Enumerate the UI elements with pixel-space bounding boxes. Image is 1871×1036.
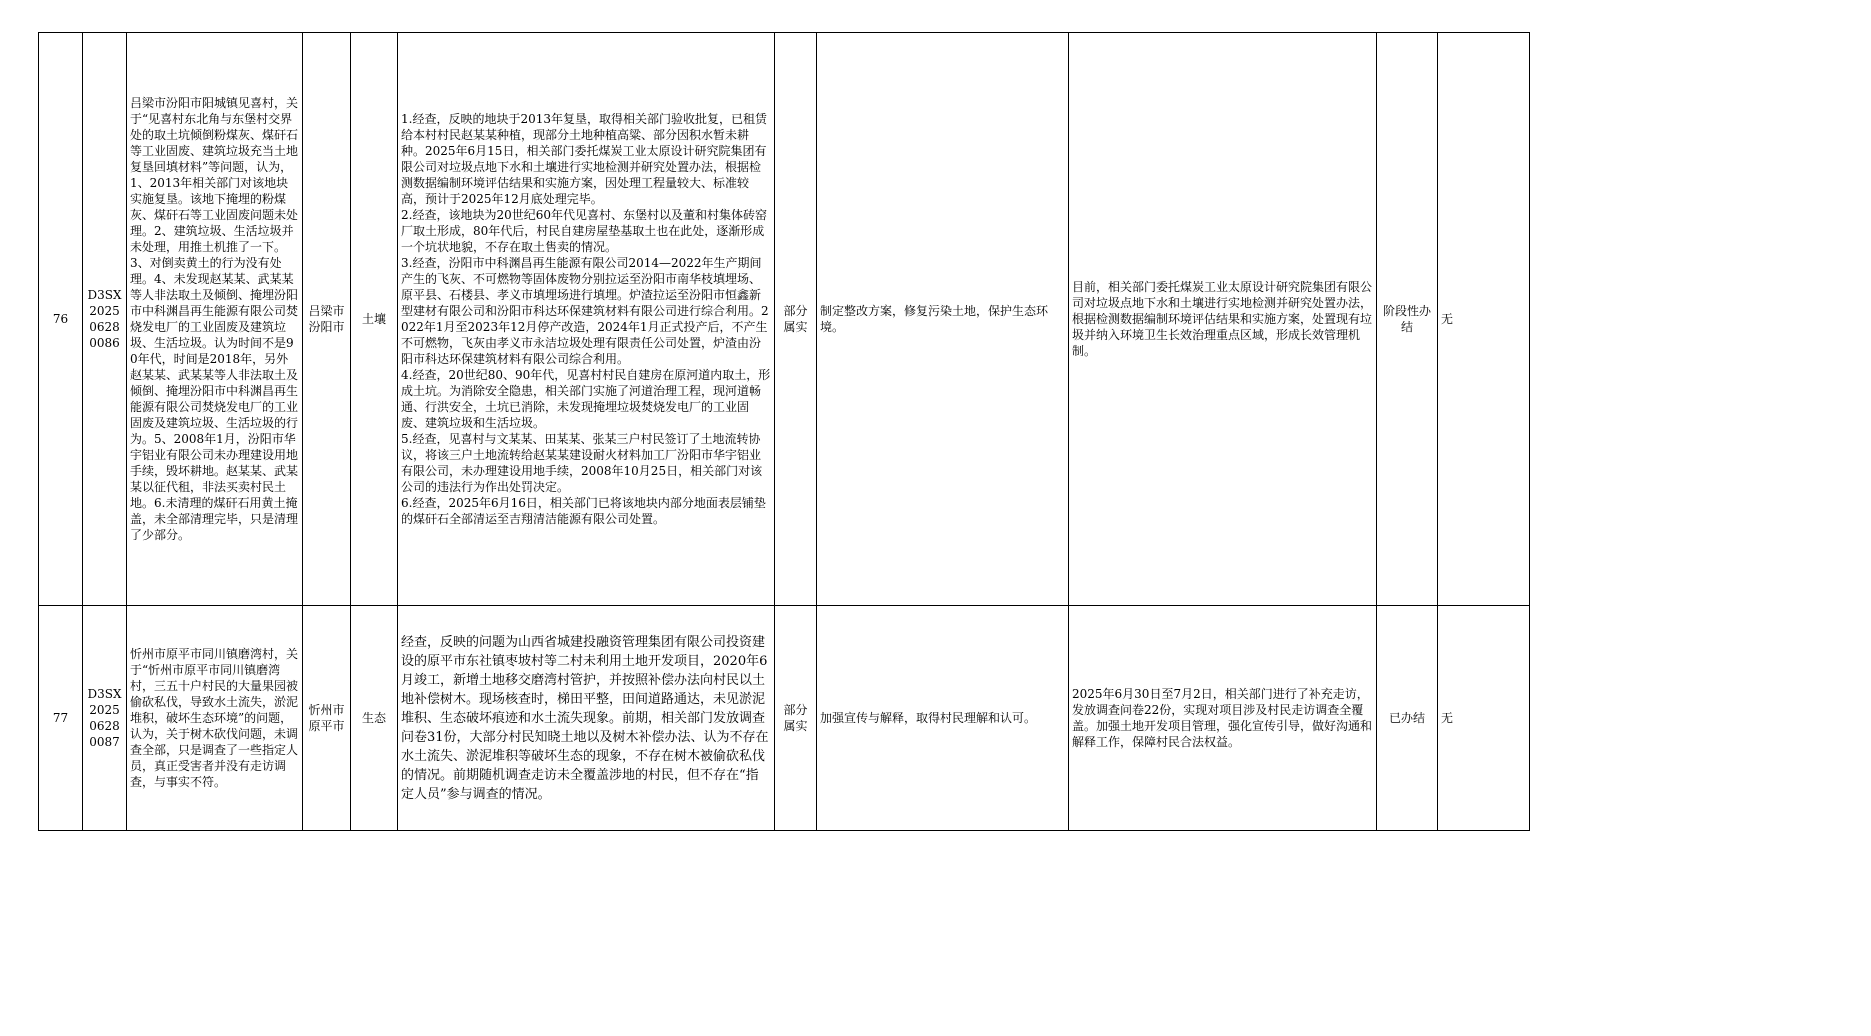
rectification-progress: 2025年6月30日至7月2日，相关部门进行了补充走访，发放调查问卷22份，实现对项目涉及村民走访调查全覆盖。加强土地开发项目管理，强化宣传引导，做好沟通和解释工作，保障村民合法权益。 xyxy=(1069,606,1377,831)
handling-status: 已办结 xyxy=(1377,606,1438,831)
rectification-progress: 目前，相关部门委托煤炭工业太原设计研究院集团有限公司对垃圾点地下水和土壤进行实地检测并研究处置办法，根据检测数据编制环境评估结果和实施方案，处置现有垃圾并纳入环境卫生长效治理重点区域，形成长效管理机制。 xyxy=(1069,33,1377,606)
case-code: D3SX202506280086 xyxy=(83,33,127,606)
handling-status: 阶段性办结 xyxy=(1377,33,1438,606)
rectification-requirement: 制定整改方案，修复污染土地，保护生态环境。 xyxy=(817,33,1069,606)
investigation-findings xyxy=(398,606,775,831)
row-index: 77 xyxy=(39,606,83,831)
problem-description xyxy=(127,606,303,831)
complaint-table xyxy=(38,32,1530,831)
administrative-area: 吕梁市汾阳市 xyxy=(303,33,351,606)
rectification-requirement: 加强宣传与解释，取得村民理解和认可。 xyxy=(817,606,1069,831)
finding-paragraph: 3.经查，汾阳市中科渊昌再生能源有限公司2014—2022年生产期间产生的飞灰、不可燃物等固体废物分别拉运至汾阳市南华枝填埋场、原平县、石楼县、孝义市填埋场进行填埋。炉渣拉运至汾阳市恒鑫新型建材有限公司和汾阳市科达环保建筑材料有限公司进行综合利用。2022年1月至2023年12月停产改造，2024年1月正式投产后，不产生不可燃物，飞灰由孝义市永洁垃圾处理有限责任公司处置，炉渣由汾阳市科达环保建筑材料有限公司综合利用。 xyxy=(401,256,769,366)
finding-paragraph: 5.经查，见喜村与文某某、田某某、张某三户村民签订了土地流转协议，将该三户土地流转给赵某某建设耐火材料加工厂汾阳市华宇铝业有限公司，未办理建设用地手续，2008年10月25日，相关部门对该公司的违法行为作出处罚决定。 xyxy=(401,432,763,494)
table-row xyxy=(39,33,1530,606)
administrative-area: 忻州市原平市 xyxy=(303,606,351,831)
truth-verdict: 部分属实 xyxy=(775,33,817,606)
case-code: D3SX202506280087 xyxy=(83,606,127,831)
accountability: 无 xyxy=(1438,606,1530,831)
problem-description xyxy=(127,33,303,606)
truth-verdict: 部分属实 xyxy=(775,606,817,831)
investigation-findings xyxy=(398,33,775,606)
problem-text: 忻州市原平市同川镇磨湾村，关于“忻州市原平市同川镇磨湾村，三五十户村民的大量果园被偷砍私伐，导致水土流失，淤泥堆积，破坏生态环境”的问题，认为，关于树木砍伐问题，未调查全部，只是调查了一些指定人员，真正受害者并没有走访调查，与事实不符。 xyxy=(130,647,299,789)
accountability: 无 xyxy=(1438,33,1530,606)
pollution-type: 生态 xyxy=(351,606,398,831)
finding-paragraph: 6.经查，2025年6月16日，相关部门已将该地块内部分地面表层铺垫的煤矸石全部清运至吉翔清洁能源有限公司处置。 xyxy=(401,496,766,526)
finding-paragraph: 4.经查，20世纪80、90年代，见喜村村民自建房在原河道内取土，形成土坑。为消除安全隐患，相关部门实施了河道治理工程，现河道畅通、行洪安全，土坑已消除，未发现掩埋垃圾焚烧发电厂的工业固废、建筑垃圾和生活垃圾。 xyxy=(401,368,771,430)
problem-text: 吕梁市汾阳市阳城镇见喜村，关于“见喜村东北角与东堡村交界处的取土坑倾倒粉煤灰、煤矸石等工业固废、建筑垃圾充当土地复垦回填材料”等问题，认为，1、2013年相关部门对该地块实施复垦。该地下掩埋的粉煤灰、煤矸石等工业固废问题未处理。2、建筑垃圾、生活垃圾并未处理，用推土机推了一下。3、对倒卖黄土的行为没有处理。4、未发现赵某某、武某某等人非法取土及倾倒、掩埋汾阳市中科渊昌再生能源有限公司焚烧发电厂的工业固废及建筑垃圾、生活垃圾。认为时间不是90年代，时间是2018年，另外赵某某、武某某等人非法取土及倾倒、掩埋汾阳市中科渊昌再生能源有限公司焚烧发电厂的工业固废及建筑垃圾、生活垃圾的行为。5、2008年1月，汾阳市华宇铝业有限公司未办理建设用地手续，毁坏耕地。赵某某、武某某以征代租，非法买卖村民土地。6.未清理的煤矸石用黄土掩盖，未全部清理完毕，只是清理了少部分。 xyxy=(130,96,299,542)
finding-paragraph: 经查，反映的问题为山西省城建投融资管理集团有限公司投资建设的原平市东社镇枣坡村等二村未利用土地开发项目，2020年6月竣工，新增土地移交磨湾村管护，并按照补偿办法向村民以土地补偿树木。现场核查时，梯田平整，田间道路通达，未见淤泥堆积、生态破坏痕迹和水土流失现象。前期，相关部门发放调查问卷31份，大部分村民知晓土地以及树木补偿办法、认为不存在水土流失、淤泥堆积等破坏生态的现象，不存在树木被偷砍私伐的情况。前期随机调查走访未全覆盖涉地的村民，但不存在“指定人员”参与调查的情况。 xyxy=(401,634,769,802)
finding-paragraph: 2.经查，该地块为20世纪60年代见喜村、东堡村以及董和村集体砖窑厂取土形成，80年代后，村民自建房屋垫基取土也在此处，逐渐形成一个坑状地貌，不存在取土售卖的情况。 xyxy=(401,208,767,254)
pollution-type: 土壤 xyxy=(351,33,398,606)
table-row xyxy=(39,606,1530,831)
row-index: 76 xyxy=(39,33,83,606)
finding-paragraph: 1.经查，反映的地块于2013年复垦，取得相关部门验收批复，已租赁给本村村民赵某某种植，现部分土地种植高粱、部分因积水暂未耕种。2025年6月15日，相关部门委托煤炭工业太原设计研究院集团有限公司对垃圾点地下水和土壤进行实地检测并研究处置办法，根据检测数据编制环境评估结果和实施方案，因处理工程量较大、标准较高，预计于2025年12月底处理完毕。 xyxy=(401,112,767,206)
